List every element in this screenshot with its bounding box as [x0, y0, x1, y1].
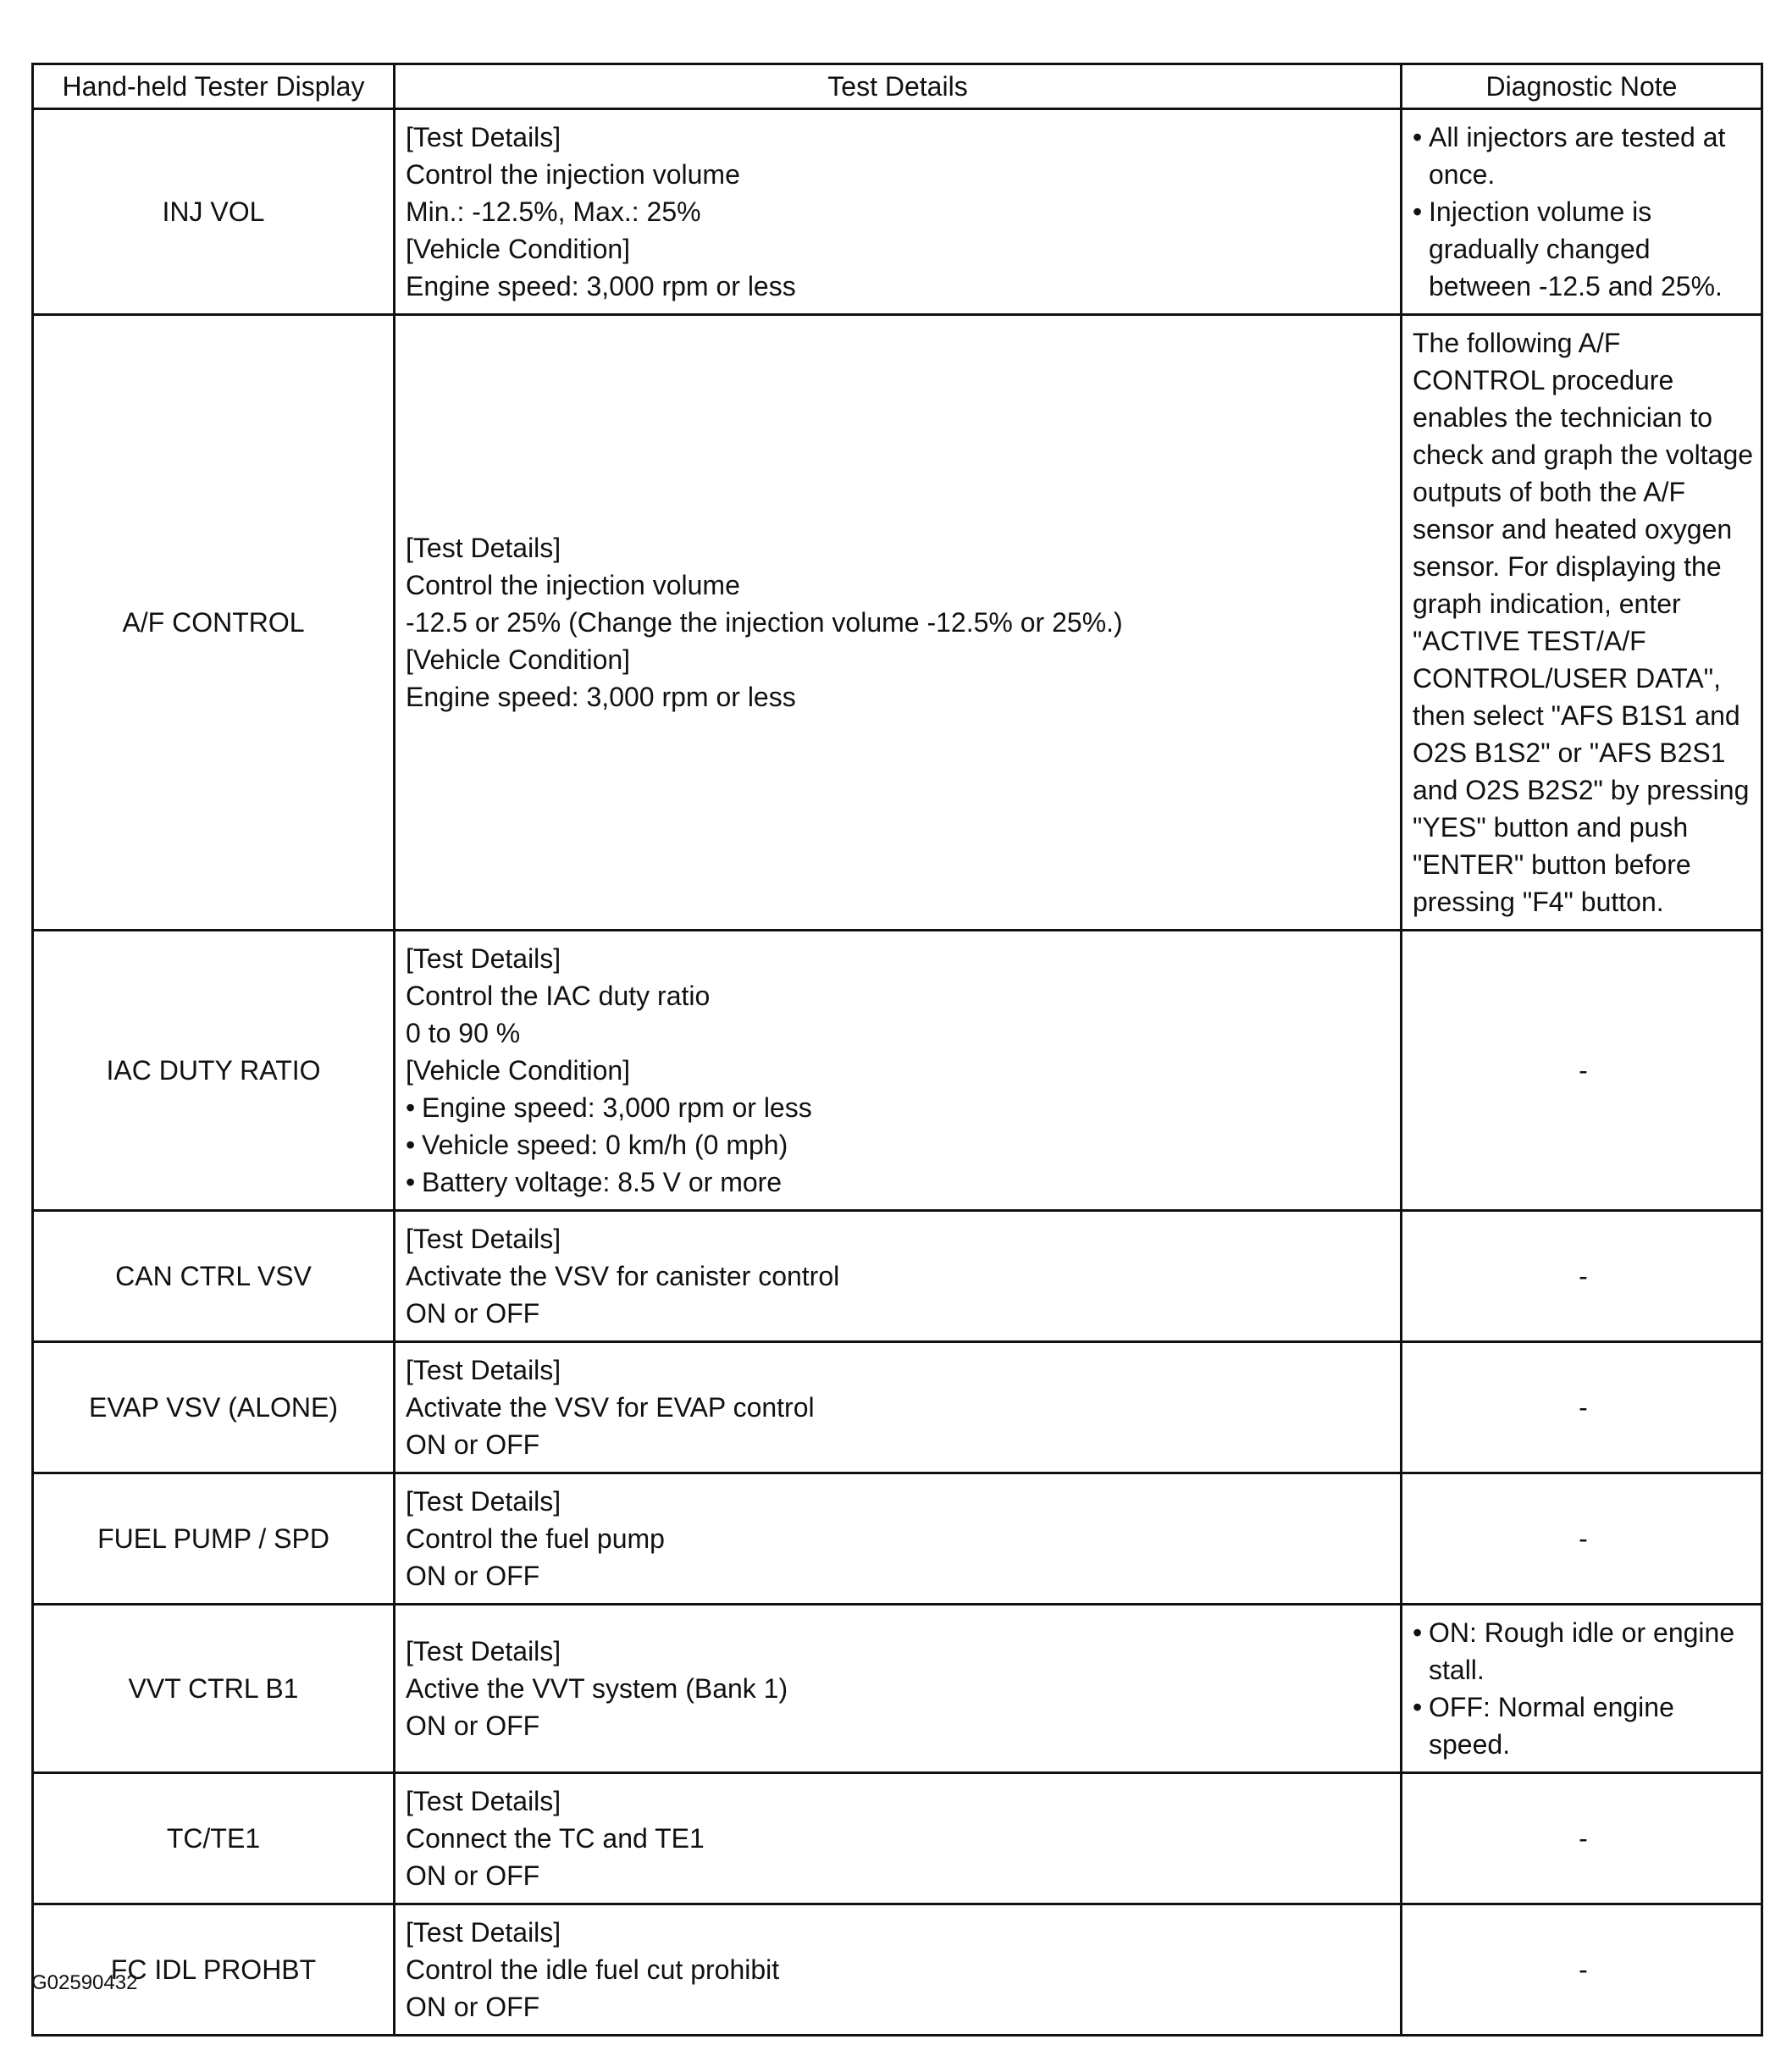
- details-bullet: • Battery voltage: 8.5 V or more: [406, 1163, 1391, 1201]
- diagnostic-note-cell: -: [1402, 931, 1762, 1211]
- table-row: [33, 1605, 1762, 1773]
- tester-display-cell: EVAP VSV (ALONE): [33, 1342, 395, 1473]
- details-line: [Test Details]: [406, 1224, 561, 1254]
- diagnostic-note-cell: [1402, 1605, 1762, 1773]
- tester-table-container: [31, 63, 1761, 2037]
- details-line: ON or OFF: [406, 1860, 540, 1891]
- figure-id: G02590432: [31, 1971, 138, 1994]
- details-bullet: • Vehicle speed: 0 km/h (0 mph): [406, 1126, 1391, 1163]
- test-details-cell: [395, 1473, 1402, 1605]
- details-line: Activate the VSV for EVAP control: [406, 1392, 815, 1423]
- table-row: [33, 1211, 1762, 1342]
- details-line: Control the idle fuel cut prohibit: [406, 1954, 780, 1985]
- tester-display-cell: IAC DUTY RATIO: [33, 931, 395, 1211]
- diagnostic-note-cell: -: [1402, 1773, 1762, 1904]
- note-bullet: • ON: Rough idle or engine stall.: [1413, 1614, 1754, 1688]
- diagnostic-note-cell: -: [1402, 1342, 1762, 1473]
- details-line: Engine speed: 3,000 rpm or less: [406, 682, 796, 712]
- header-test-details: Test Details: [395, 64, 1402, 109]
- table-row: [33, 1473, 1762, 1605]
- tester-display-cell: INJ VOL: [33, 109, 395, 315]
- note-bullet-list: [1413, 1614, 1754, 1763]
- tester-display-cell: A/F CONTROL: [33, 315, 395, 931]
- tester-display-cell: FC IDL PROHBT: [33, 1904, 395, 2036]
- details-bullet: • Engine speed: 3,000 rpm or less: [406, 1089, 1391, 1126]
- note-bullet-list: [1413, 119, 1754, 305]
- details-line: [Test Details]: [406, 1636, 561, 1666]
- test-details-cell: [395, 1342, 1402, 1473]
- details-line: Engine speed: 3,000 rpm or less: [406, 271, 796, 301]
- details-line: [Vehicle Condition]: [406, 1055, 631, 1086]
- diagnostic-note-cell: [1402, 109, 1762, 315]
- tester-display-cell: VVT CTRL B1: [33, 1605, 395, 1773]
- details-line: Connect the TC and TE1: [406, 1823, 705, 1854]
- details-line: Min.: -12.5%, Max.: 25%: [406, 196, 701, 227]
- test-details-cell: [395, 1904, 1402, 2036]
- diagnostic-note-cell: -: [1402, 1211, 1762, 1342]
- table-row: [33, 1904, 1762, 2036]
- details-line: ON or OFF: [406, 1561, 540, 1591]
- details-line: Activate the VSV for canister control: [406, 1261, 840, 1291]
- table-row: [33, 109, 1762, 315]
- details-line: -12.5 or 25% (Change the injection volume -12.5% or 25%.): [406, 607, 1123, 638]
- details-line: [Vehicle Condition]: [406, 644, 631, 675]
- diagnostic-note-cell: -: [1402, 1904, 1762, 2036]
- details-line: Control the injection volume: [406, 570, 740, 600]
- tester-display-cell: CAN CTRL VSV: [33, 1211, 395, 1342]
- test-details-cell: [395, 1605, 1402, 1773]
- details-line: [Test Details]: [406, 1786, 561, 1816]
- details-line: [Test Details]: [406, 943, 561, 974]
- note-bullet: • Injection volume is gradually changed between -12.5 and 25%.: [1413, 193, 1754, 305]
- test-details-cell: [395, 315, 1402, 931]
- table-row: [33, 1773, 1762, 1904]
- details-line: ON or OFF: [406, 1429, 540, 1460]
- details-line: ON or OFF: [406, 1298, 540, 1329]
- table-row: [33, 931, 1762, 1211]
- table-row: [33, 1342, 1762, 1473]
- details-line: Active the VVT system (Bank 1): [406, 1673, 788, 1704]
- table-row: [33, 315, 1762, 931]
- details-line: [Test Details]: [406, 122, 561, 152]
- test-details-cell: [395, 109, 1402, 315]
- active-test-table: [31, 63, 1763, 2037]
- details-line: [Vehicle Condition]: [406, 234, 631, 264]
- diagnostic-note-cell: [1402, 315, 1762, 931]
- test-details-cell: [395, 1211, 1402, 1342]
- tester-display-cell: FUEL PUMP / SPD: [33, 1473, 395, 1605]
- test-details-cell: [395, 1773, 1402, 1904]
- details-line: Control the injection volume: [406, 159, 740, 190]
- details-line: [Test Details]: [406, 1917, 561, 1948]
- table-header-row: [33, 64, 1762, 109]
- details-line: 0 to 90 %: [406, 1018, 521, 1048]
- details-line: Control the IAC duty ratio: [406, 981, 711, 1011]
- details-line: [Test Details]: [406, 1355, 561, 1385]
- details-line: ON or OFF: [406, 1992, 540, 2022]
- details-line: ON or OFF: [406, 1711, 540, 1741]
- details-bullet-list: [406, 1089, 1391, 1201]
- note-bullet: • OFF: Normal engine speed.: [1413, 1688, 1754, 1763]
- header-tester-display: Hand-held Tester Display: [33, 64, 395, 109]
- note-bullet: • All injectors are tested at once.: [1413, 119, 1754, 193]
- diagnostic-note-cell: -: [1402, 1473, 1762, 1605]
- details-line: [Test Details]: [406, 1486, 561, 1517]
- details-line: Control the fuel pump: [406, 1523, 665, 1554]
- details-line: [Test Details]: [406, 533, 561, 563]
- note-paragraph: The following A/F CONTROL procedure enables the technician to check and graph the voltage outputs of both the A/F sensor and heated oxygen sensor. For displaying the graph indication, enter "ACTIVE TEST/A/F CONTROL/USER DATA", then select "AFS B1S1 and O2S B1S2" or "AFS B2S1 and O2S B2S2" by pressing "YES" button and push "ENTER" button before pressing "F4" button.: [1413, 328, 1754, 917]
- test-details-cell: [395, 931, 1402, 1211]
- header-diagnostic-note: Diagnostic Note: [1402, 64, 1762, 109]
- tester-display-cell: TC/TE1: [33, 1773, 395, 1904]
